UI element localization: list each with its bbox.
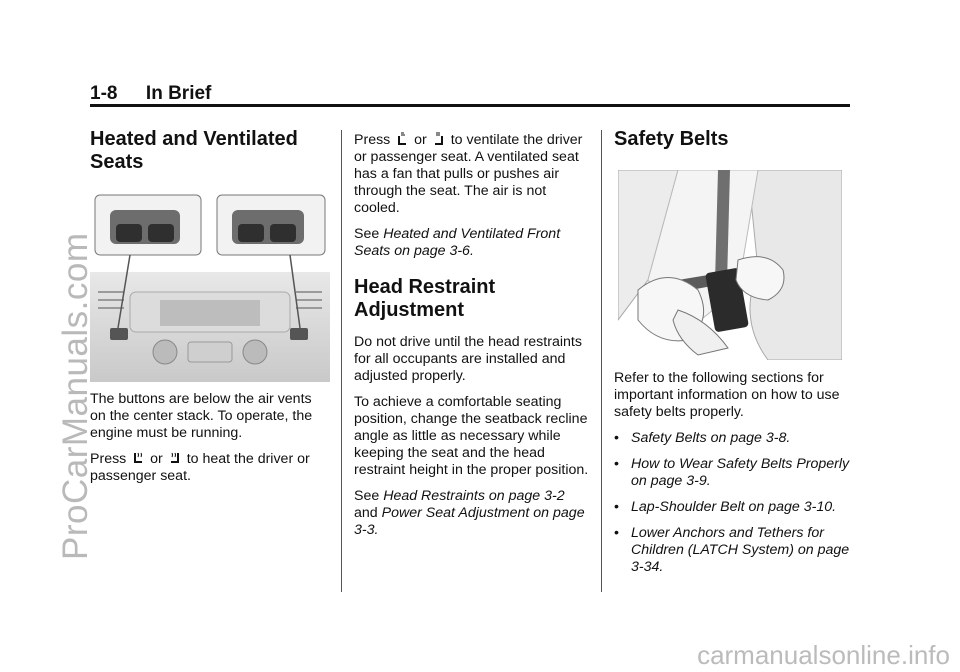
header-rule <box>90 104 850 107</box>
heated-seat-passenger-icon <box>169 451 181 465</box>
heading-heated-ventilated-seats: Heated and Ventilated Seats <box>90 128 298 173</box>
text-period: . <box>469 243 474 259</box>
text-see: See <box>354 488 380 504</box>
text-press: Press <box>90 451 127 467</box>
center-stack-illustration <box>90 192 330 382</box>
text-period: . <box>374 522 379 538</box>
text-or: or <box>414 132 427 148</box>
text-ventilate-seat: to ventilate the driver or passenger seat. A ventilated seat has a fan that pulls or pushes air through the seat. The air is not cooled. <box>354 132 583 216</box>
footer-watermark: carmanualsonline.info <box>697 640 950 670</box>
heading-head-restraint-adjustment: Head Restraint Adjustment <box>354 276 496 321</box>
paragraph-see-heated-ventilated <box>354 226 590 260</box>
page-number: 1-8 <box>90 83 118 104</box>
text-press: Press <box>354 132 391 148</box>
bullet-how-to-wear[interactable]: • How to Wear Safety Belts Properly on page 3-9. <box>614 456 850 490</box>
text-see: See <box>354 226 380 242</box>
bullet-safety-belts[interactable]: • Safety Belts on page 3-8. <box>614 430 850 447</box>
column-divider-1 <box>341 130 342 592</box>
column-heated-seats-text <box>90 391 328 494</box>
bullet-latch-system[interactable]: • Lower Anchors and Tethers for Children (LATCH System) on page 3-34. <box>614 525 850 576</box>
column-heated-seats <box>90 128 330 174</box>
ref-power-seat-adjustment[interactable]: Power Seat Adjustment on page 3-3 <box>354 505 585 538</box>
paragraph-seating-position: To achieve a comfortable seating position, change the seatback recline angle as little as necessary while keeping the seat and the head restraint height in the proper position. <box>354 394 589 478</box>
safety-belt-illustration <box>618 170 842 360</box>
paragraph-heat-instructions <box>90 451 328 485</box>
column-safety-belts-text <box>614 370 850 585</box>
heated-seat-driver-icon <box>132 451 144 465</box>
paragraph-head-restraint-warning: Do not drive until the head restraints for all occupants are installed and adjusted properly. <box>354 334 582 384</box>
column-safety-belts <box>614 128 854 151</box>
heading-safety-belts: Safety Belts <box>614 128 729 150</box>
paragraph-ventilate-instructions <box>354 132 590 217</box>
paragraph-safety-belts-intro: Refer to the following sections for important information on how to use safety belts properly. <box>614 370 840 420</box>
text-or: or <box>150 451 163 467</box>
ref-head-restraints[interactable]: Head Restraints on page 3-2 <box>383 488 565 504</box>
text-and: and <box>354 505 378 521</box>
side-watermark: ProCarManuals.com <box>56 232 95 560</box>
column-divider-2 <box>601 130 602 592</box>
paragraph-button-location: The buttons are below the air vents on the center stack. To operate, the engine must be running. <box>90 391 313 441</box>
center-stack-drawing <box>90 192 330 382</box>
section-title: In Brief <box>145 83 212 104</box>
ventilated-seat-driver-icon <box>396 132 408 146</box>
text-heat-seat: to heat the driver or passenger seat. <box>90 451 310 484</box>
bullet-lap-shoulder-belt[interactable]: • Lap-Shoulder Belt on page 3-10. <box>614 499 850 516</box>
column-ventilated-head-restraint <box>354 132 590 548</box>
safety-belt-drawing <box>618 170 842 360</box>
paragraph-see-head-restraints <box>354 488 590 539</box>
page-header <box>90 83 850 105</box>
ventilated-seat-passenger-icon <box>433 132 445 146</box>
ref-heated-ventilated-front-seats[interactable]: Heated and Ventilated Front Seats on page 3-6 <box>354 226 561 259</box>
